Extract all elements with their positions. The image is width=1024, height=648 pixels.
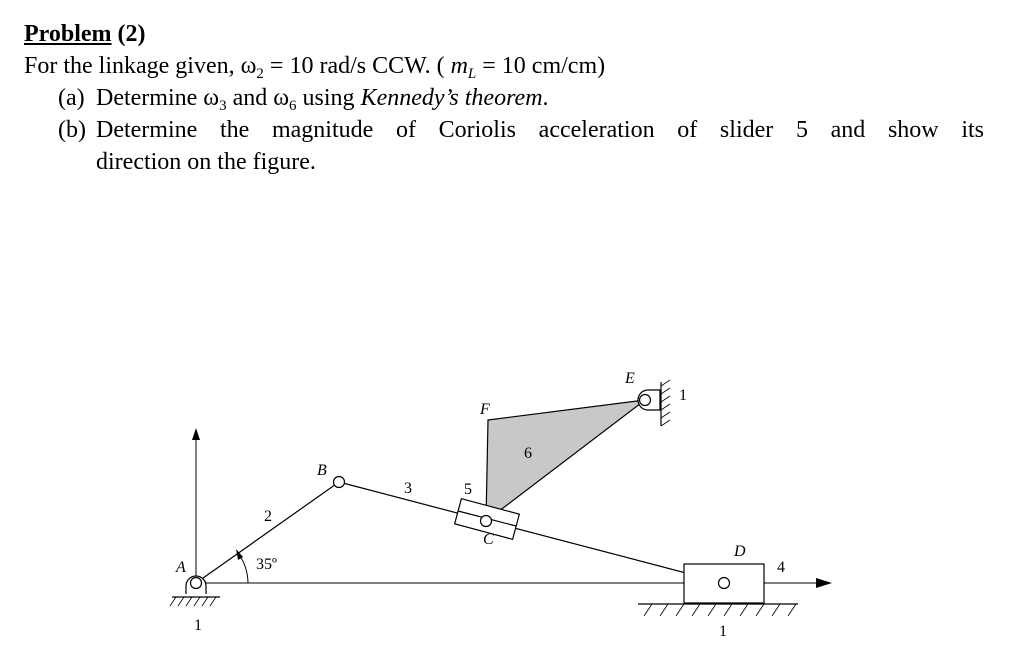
- joint-C: [481, 516, 492, 527]
- intro-m: m: [450, 53, 468, 79]
- part-a-mid2: using: [296, 85, 361, 111]
- part-a-pre: Determine ω: [96, 85, 220, 111]
- joint-D: [719, 578, 730, 589]
- label-B: B: [317, 462, 327, 479]
- intro-sub-omega: 2: [256, 66, 264, 82]
- label-E: E: [625, 370, 635, 387]
- part-b-line2: direction on the figure.: [96, 149, 316, 175]
- problem-title-word: Problem: [24, 21, 112, 47]
- intro-sub-L-text: L: [467, 66, 477, 82]
- label-link-4: 4: [777, 559, 785, 576]
- label-D: D: [734, 543, 746, 560]
- label-link-5: 5: [464, 481, 472, 498]
- link-6-triangle: [486, 400, 645, 521]
- label-C: C: [483, 531, 494, 548]
- label-ground-E: 1: [679, 387, 687, 404]
- ground-hatch-D: [644, 604, 796, 616]
- label-A: A: [176, 559, 186, 576]
- intro-mid: = 10 rad/s CCW. (: [263, 53, 451, 79]
- label-link-6: 6: [524, 445, 532, 462]
- label-ground-A: 1: [194, 617, 202, 634]
- y-axis-arrow: [192, 428, 200, 440]
- part-a-sub-3: 3: [219, 98, 227, 114]
- intro-post: = 10 cm/cm): [476, 53, 606, 79]
- joint-A: [191, 578, 202, 589]
- link-3: [339, 482, 724, 583]
- label-F: F: [480, 401, 490, 418]
- part-b-tag: (b): [58, 117, 86, 143]
- joint-B: [334, 477, 345, 488]
- label-angle: 35º: [256, 556, 277, 573]
- label-ground-D: 1: [719, 623, 727, 640]
- part-b-line1: Determine the magnitude of Coriolis acceleration of slider 5 and show its: [96, 117, 984, 143]
- part-a-italic: Kennedy’s theorem: [360, 85, 543, 111]
- part-a-mid: and ω: [226, 85, 290, 111]
- intro-pre: For the linkage given, ω: [24, 53, 257, 79]
- part-a-sub-6: 6: [289, 98, 297, 114]
- problem-title-number: (2): [117, 21, 146, 47]
- joint-E: [640, 395, 651, 406]
- part-a-tag: (a): [58, 85, 85, 111]
- part-a-end: .: [542, 85, 549, 111]
- label-link-2: 2: [264, 508, 272, 525]
- label-link-3: 3: [404, 480, 412, 497]
- x-axis-arrow: [816, 578, 832, 588]
